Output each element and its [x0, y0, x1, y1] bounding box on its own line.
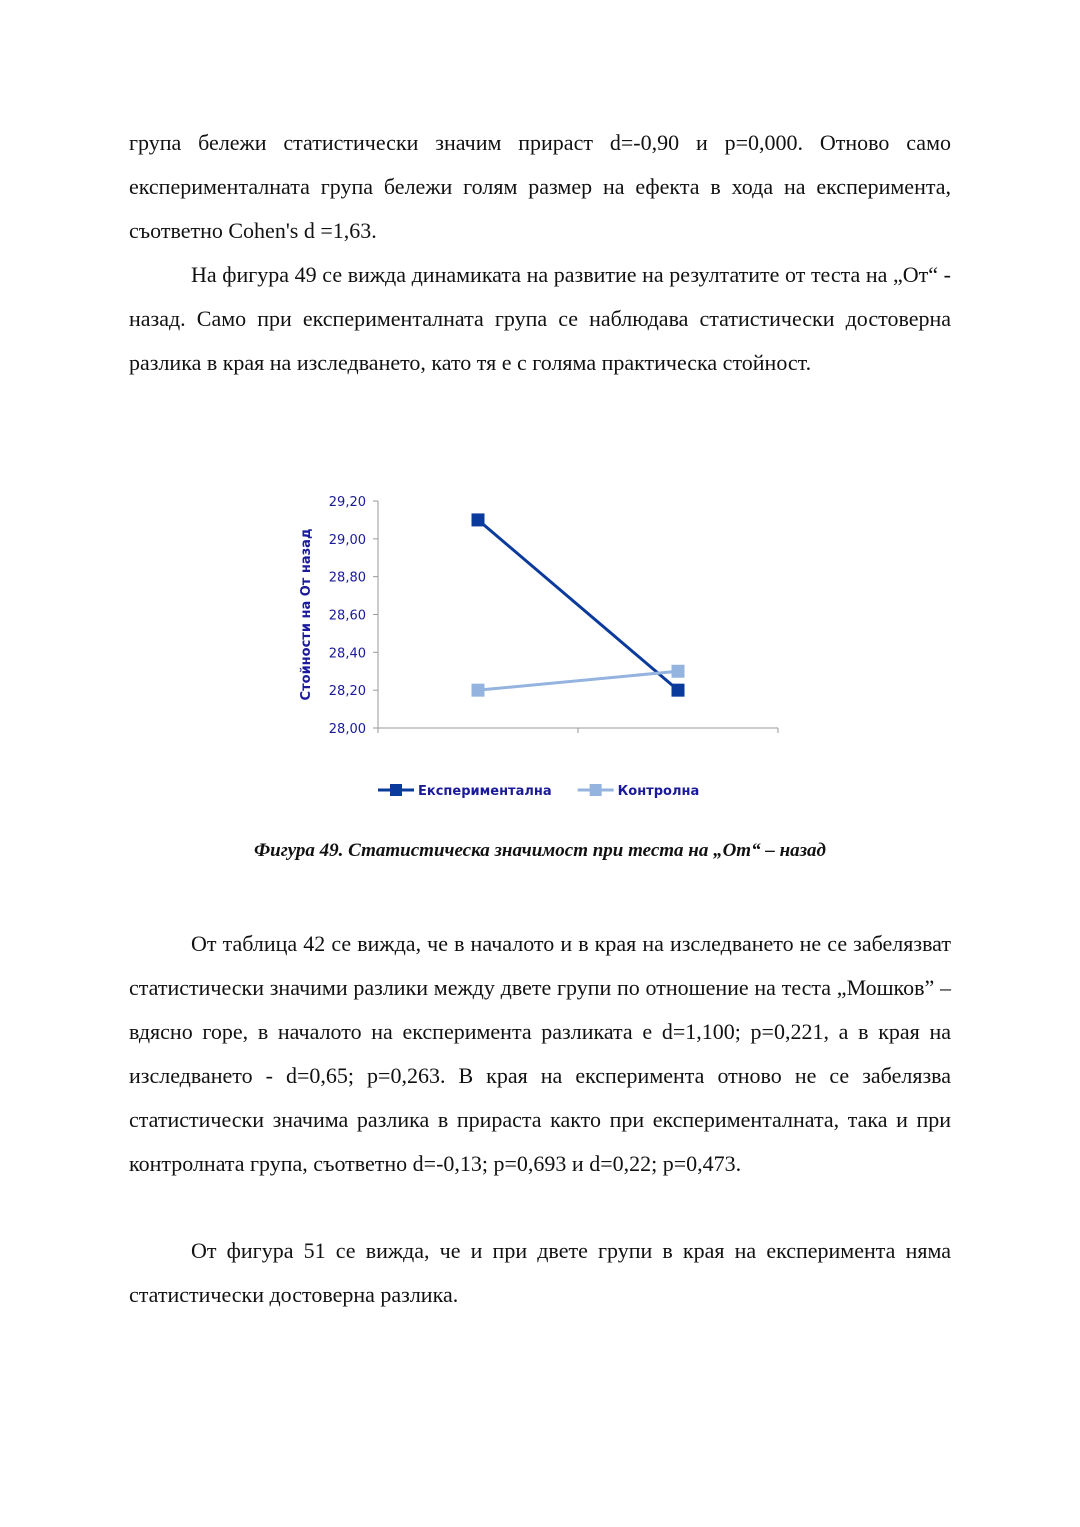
paragraph-2: На фигура 49 се вижда динамиката на развитие на резултатите от теста на „От“ - назад. Само при експерименталната група се наблюдава статистически достоверна разлика в края на изследването, като тя е с голяма практическа стойност.: [129, 262, 951, 375]
chart-canvas: [290, 480, 810, 810]
y-tick-label: 28,40: [328, 646, 366, 662]
series-line-2: [478, 671, 678, 690]
data-point-marker: [672, 684, 685, 697]
paragraph-3: От таблица 42 се вижда, че в началото и в края на изследването не се забелязват статистически значими разлики между двете групи по отношение на теста „Мошков” – вдясно горе, в началото на експеримента разликата е d=1,100; p=0,221, а в края на изследването - d=0,65; p=0,263. В края на експеримента отново не се забелязва статистически значима разлика в прираста както при експерименталната, така и при контролната група, съответно d=-0,13; p=0,693 и d=0,22; p=0,473.: [129, 931, 951, 1176]
paragraph-4: От фигура 51 се вижда, че и при двете групи в края на експеримента няма статистически достоверна разлика.: [129, 1238, 951, 1307]
data-point-marker: [472, 684, 485, 697]
chart-series: [472, 513, 685, 696]
legend-label-1: Експериментална: [418, 784, 552, 799]
figure-caption: Фигура 49. Статистическа значимост при теста на „От“ – назад: [254, 840, 826, 861]
y-tick-label: 29,20: [328, 495, 366, 510]
legend-marker-1: [390, 784, 402, 796]
chart-axes: [378, 501, 778, 733]
y-axis-title: Стойности на От назад: [299, 528, 314, 701]
series-line-1: [478, 520, 678, 690]
y-tick-label: 28,20: [328, 684, 366, 700]
legend-marker-2: [590, 784, 602, 796]
y-tick-label: 28,80: [328, 570, 366, 586]
line-chart: [290, 480, 810, 810]
y-axis-ticks: [329, 495, 378, 737]
y-tick-label: 29,00: [328, 532, 366, 548]
paragraph-1: група бележи статистически значим прираст d=-0,90 и p=0,000. Отново само експерименталната група бележи голям размер на ефекта в хода на експеримента, съответно Cohen's d =1,63.: [129, 130, 951, 243]
data-point-marker: [672, 665, 685, 678]
y-tick-label: 28,00: [328, 722, 366, 737]
y-tick-label: 28,60: [328, 608, 366, 624]
legend-label-2: Контролна: [617, 784, 700, 799]
data-point-marker: [472, 513, 485, 526]
chart-legend: [378, 784, 699, 799]
